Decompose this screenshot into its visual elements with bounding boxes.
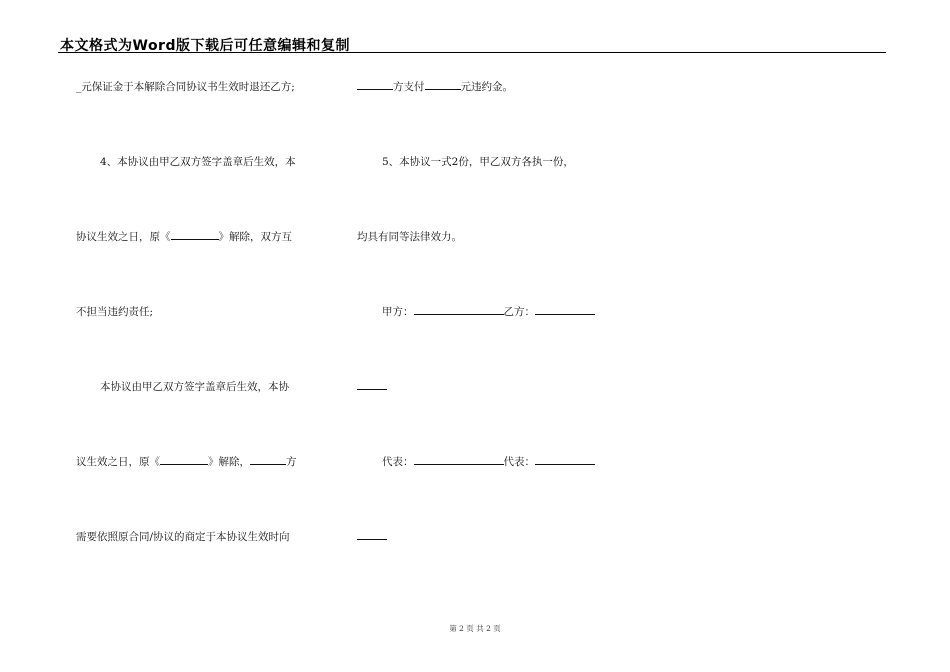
payer-blank <box>357 80 393 90</box>
left-line-6-part1: 议生效之日，原《 <box>76 456 160 468</box>
rep-b-signature-blank <box>535 455 595 465</box>
rep-b-label: 代表： <box>503 456 535 468</box>
contract-name-blank <box>171 230 219 240</box>
signature-party-line <box>382 305 595 319</box>
left-line-6 <box>76 455 297 469</box>
rep-a-signature-blank <box>414 455 504 465</box>
amount-blank <box>425 80 461 90</box>
party-a-label: 甲方： <box>382 306 414 318</box>
header-rule <box>58 52 886 53</box>
party-a-blank-continued <box>357 380 387 390</box>
right-line-3: 均具有同等法律效力。 <box>357 231 462 243</box>
right-line-7 <box>357 530 387 544</box>
left-line-1 <box>76 80 295 94</box>
right-line-2: 5、本协议一式2份，甲乙双方各执一份， <box>382 156 574 168</box>
left-line-6-part3: 方 <box>286 456 297 468</box>
party-a-signature-blank <box>414 305 504 315</box>
right-line-1-part2: 元违约金。 <box>460 81 513 93</box>
left-line-7: 需要依照原合同/协议的商定于本协议生效时向 <box>76 531 290 543</box>
left-line-2: 4、本协议由甲乙双方签字盖章后生效，本 <box>100 156 296 168</box>
rep-a-label: 代表： <box>382 456 414 468</box>
right-line-1-part1: 方支付 <box>393 81 425 93</box>
party-b-signature-blank <box>535 305 595 315</box>
party-blank <box>250 455 286 465</box>
left-line-6-part2: 》解除， <box>208 456 250 468</box>
right-line-5 <box>357 380 387 394</box>
left-line-5: 本协议由甲乙双方签字盖章后生效，本协 <box>100 381 289 393</box>
party-b-label: 乙方： <box>503 306 535 318</box>
left-line-4: 不担当违约责任; <box>76 306 154 318</box>
left-line-3-part1: 协议生效之日，原《 <box>76 231 171 243</box>
contract-name-blank-2 <box>160 455 208 465</box>
blank-underscore: _ <box>76 81 82 93</box>
signature-rep-line <box>382 455 595 469</box>
left-line-3-part2: 》解除，双方互 <box>218 231 292 243</box>
left-line-3 <box>76 230 292 244</box>
page-number: 第 2 页 共 2 页 <box>449 624 501 633</box>
left-line-1-text: 元保证金于本解除合同协议书生效时退还乙方; <box>81 81 295 93</box>
rep-blank-continued <box>357 530 387 540</box>
right-line-1 <box>357 80 513 94</box>
page-header-title: 本文格式为Word版下载后可任意编辑和复制 <box>60 38 350 54</box>
